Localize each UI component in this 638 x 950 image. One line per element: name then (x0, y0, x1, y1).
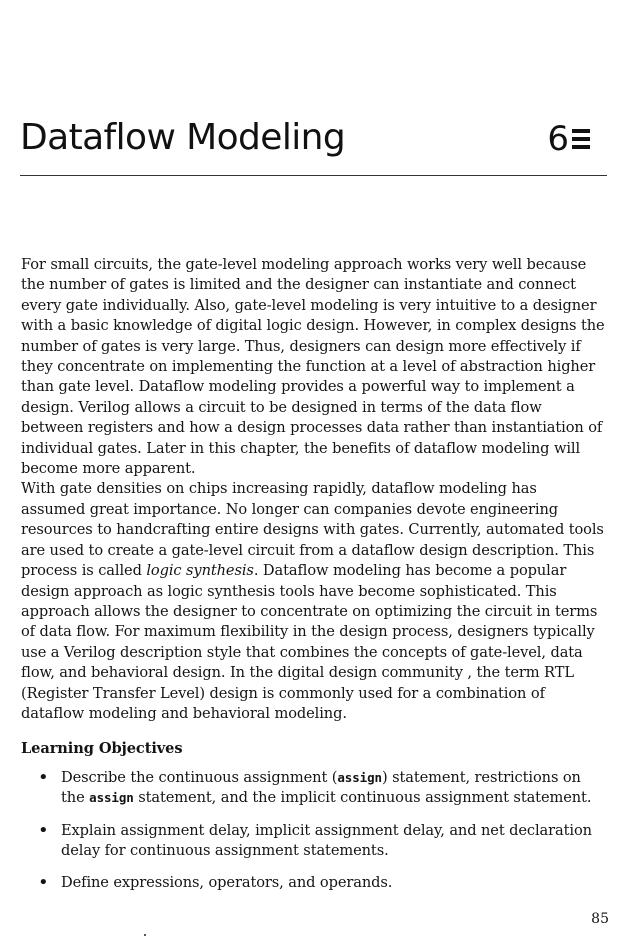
chapter-number-text: 6 (547, 119, 569, 159)
page-number: 85 (591, 911, 609, 927)
objective-1-part2: ) statement, restrictions on the (61, 768, 581, 807)
objective-item (21, 768, 605, 809)
objective-1-part3: statement, and the implicit continuous assignment statement. (133, 789, 592, 807)
chapter-bars-icon (572, 127, 590, 151)
logic-synthesis-term: logic synthesis (146, 562, 254, 580)
objectives-list (21, 768, 605, 894)
synthesis-text-before: With gate densities on chips increasing rapidly, dataflow modeling has assumed great importance. No longer can companies devote engineering resources to handcrafting entire designs with gates. Currently, automated tools are used to create a gate-level circuit from a dataflow design description. This process is called (21, 480, 604, 580)
intro-paragraph: For small circuits, the gate-level modeling approach works very well because the number of gates is limited and the designer can instantiate and connect every gate individually. Also, gate-level modeling is very intuitive to a designer with a basic knowledge of digital logic design. However, in complex designs the number of gates is very large. Thus, designers can design more effectively if they concentrate on implementing the function at a level of abstraction higher than gate level. Dataflow modeling provides a powerful way to implement a design. Verilog allows a circuit to be designed in terms of the data flow between registers and how a design processes data rather than instantiation of individual gates. Later in this chapter, the benefits of dataflow modeling will become more apparent. (21, 256, 605, 478)
body-text (21, 255, 605, 906)
objective-item: • Explain assignment delay, implicit assignment delay, and net declaration delay for continuous assignment statements. (21, 821, 605, 862)
synthesis-text-after: . Dataflow modeling has become a popular design approach as logic synthesis tools have become sophisticated. This approach allows the designer to concentrate on optimizing the circuit in terms of data flow. For maximum flexibility in the design process, designers typically use a Verilog description style that combines the concepts of gate-level, data flow, and behavioral design. In the digital design community , the term RTL (Register Transfer Level) design is commonly used for a combination of dataflow modeling and behavioral modeling. (21, 562, 598, 722)
assign-keyword: assign (89, 790, 134, 806)
chapter-number (547, 119, 590, 159)
chapter-title: Dataflow Modeling (20, 117, 346, 158)
objective-item: • Define expressions, operators, and operands. (21, 873, 605, 893)
learning-objectives-heading: Learning Objectives (21, 740, 183, 758)
objective-1-part1: Describe the continuous assignment ( (61, 768, 338, 786)
assign-keyword: assign (337, 769, 382, 785)
synthesis-paragraph (21, 479, 605, 724)
page-mark (144, 934, 146, 936)
title-rule (20, 175, 607, 176)
